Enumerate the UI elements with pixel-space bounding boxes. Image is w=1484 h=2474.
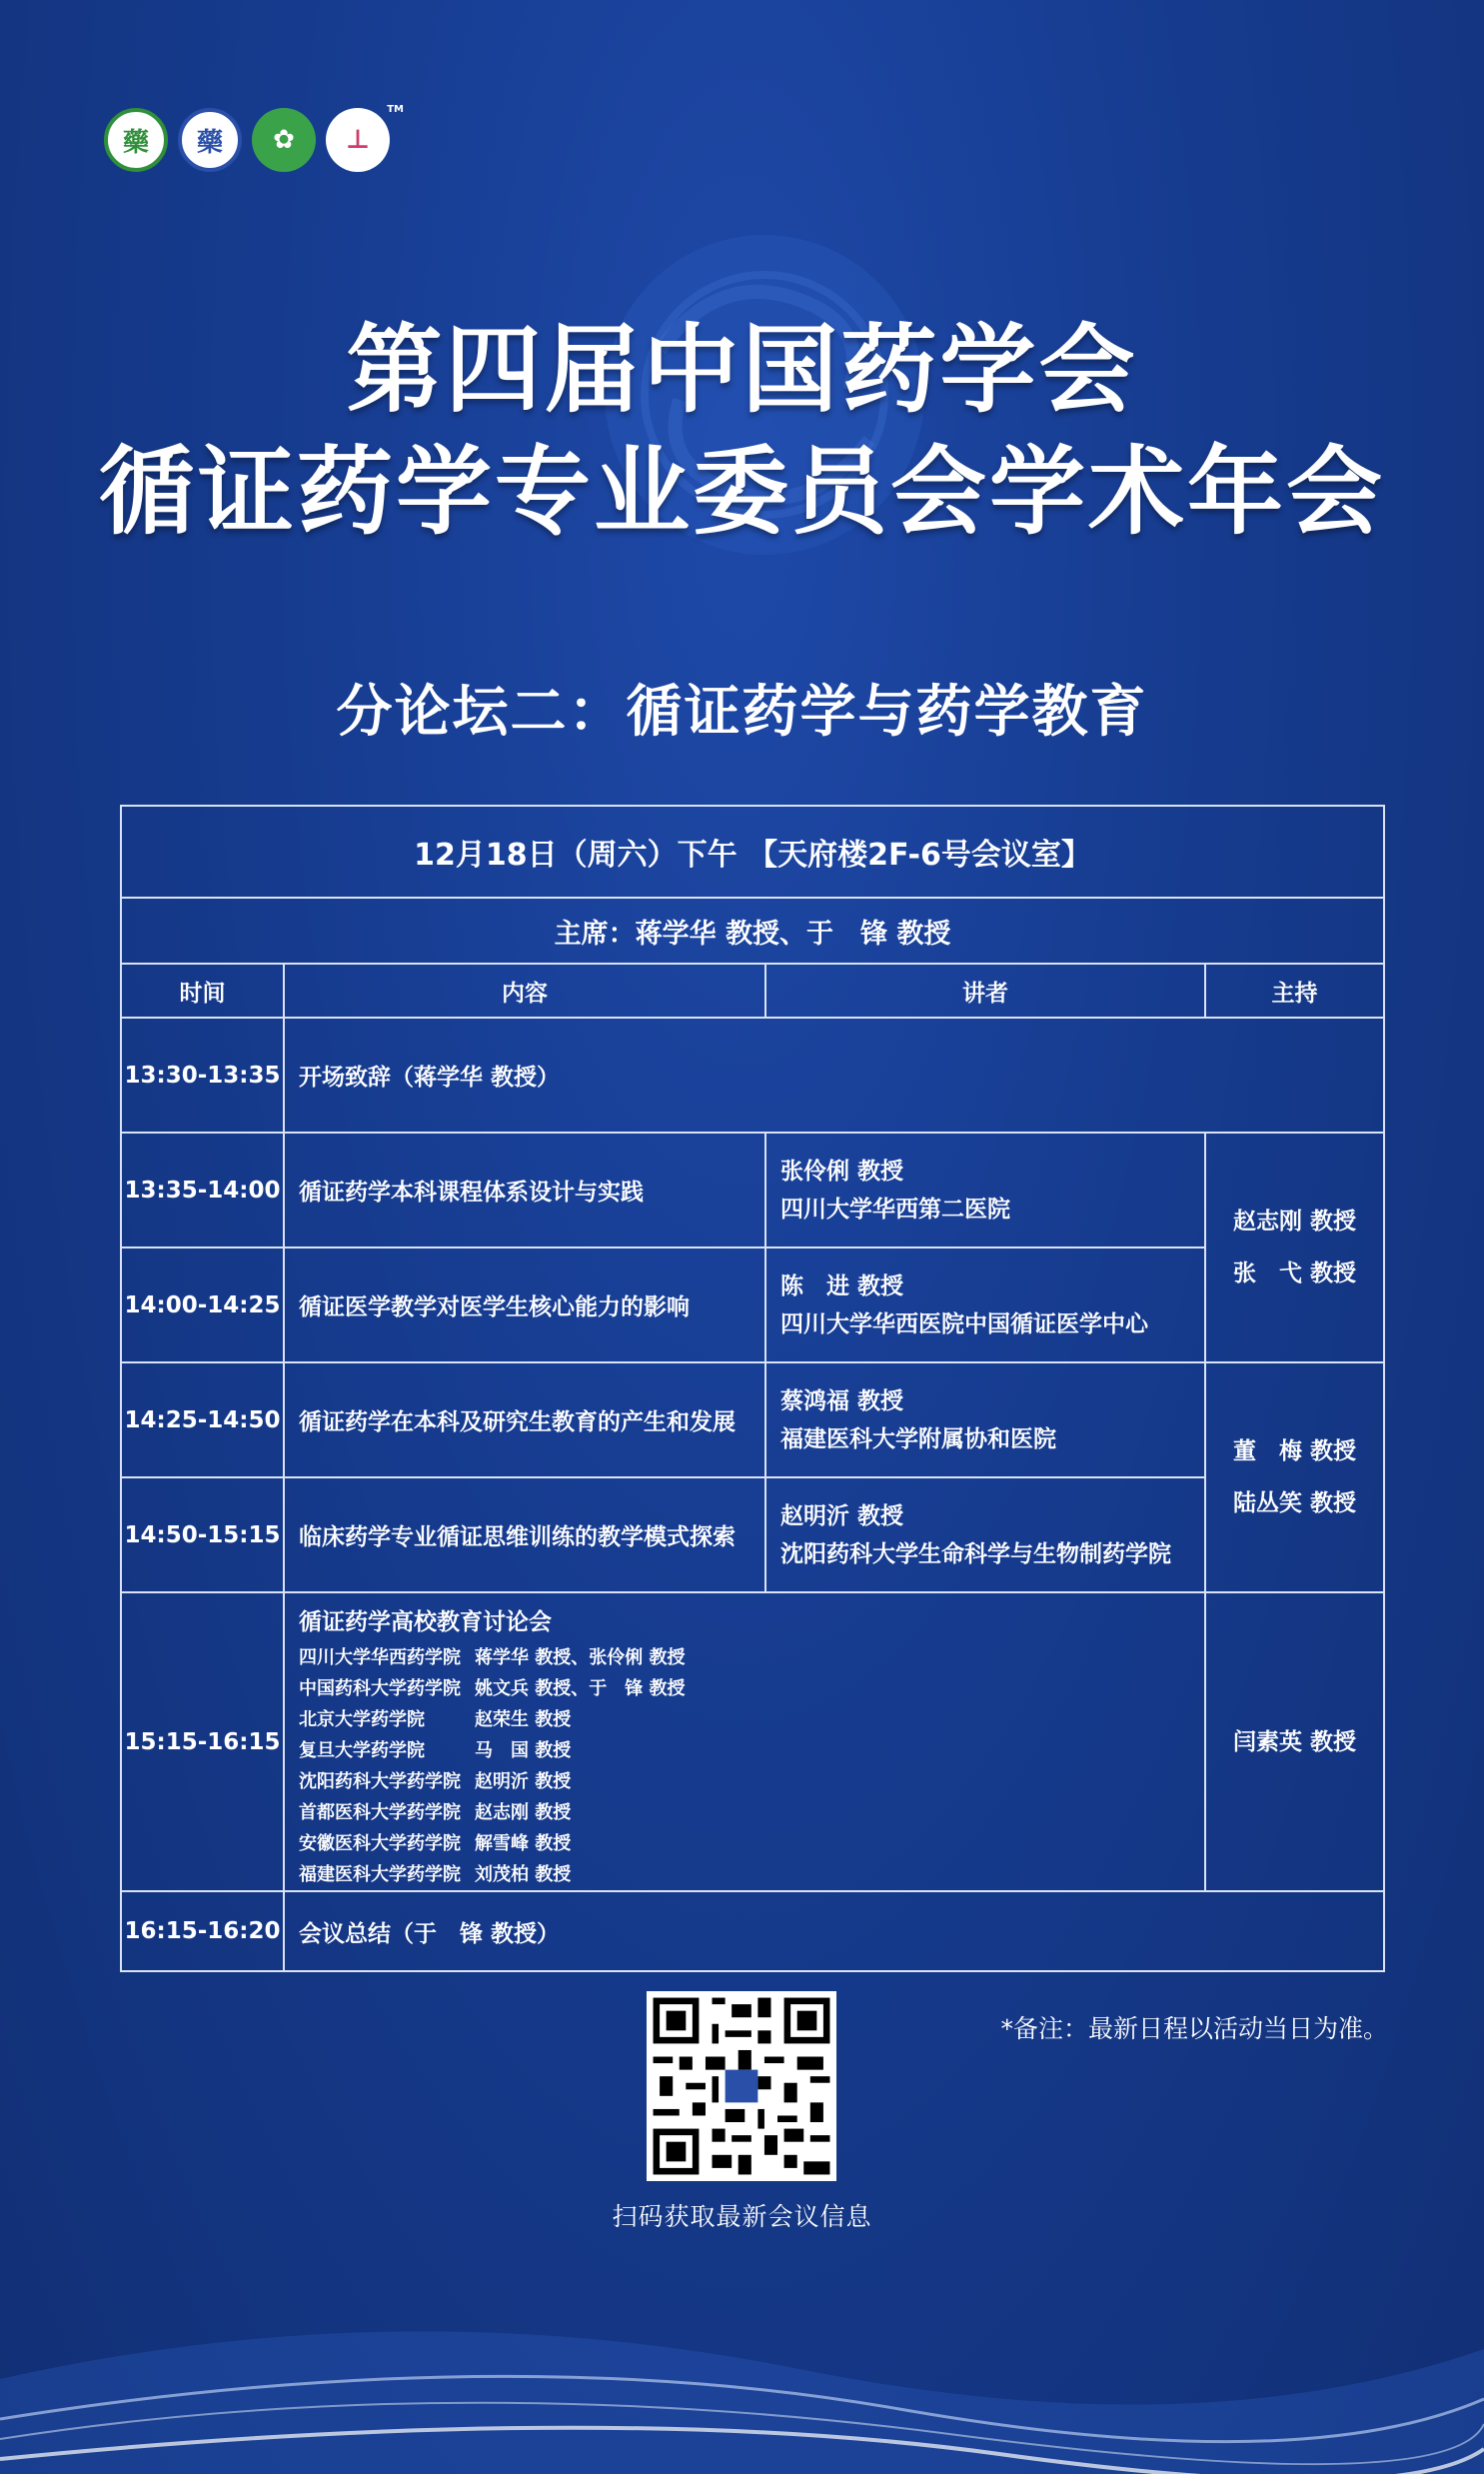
- participant-row: [299, 1704, 1190, 1735]
- ebp-committee-logo: ✿: [252, 108, 316, 172]
- discussion-host: 闫素英 教授: [1205, 1592, 1384, 1891]
- header-host: 主持: [1205, 964, 1384, 1018]
- cpa-logo: 藥: [104, 108, 168, 172]
- decorative-waves: [0, 2229, 1484, 2474]
- discussion-content: [284, 1592, 1205, 1891]
- row-content: 循证药学本科课程体系设计与实践: [284, 1133, 765, 1247]
- header-speaker: 讲者: [765, 964, 1205, 1018]
- participant-inst: 安徽医科大学药学院: [299, 1833, 461, 1854]
- chair-info: 主席：蒋学华 教授、于 锋 教授: [121, 898, 1384, 964]
- chair-row: [121, 898, 1384, 964]
- host-name: 董 梅 教授: [1233, 1438, 1357, 1464]
- participant-people: 赵明沂 教授: [475, 1771, 572, 1792]
- forum-subtitle: 分论坛二：循证药学与药学教育: [336, 680, 1148, 745]
- row-time: 14:50-15:15: [121, 1477, 284, 1592]
- row-speaker: [765, 1247, 1205, 1362]
- participant-inst: 沈阳药科大学药学院: [299, 1771, 461, 1792]
- participant-row: [299, 1797, 1190, 1828]
- participant-row: [299, 1766, 1190, 1797]
- speaker-name: 赵明沂 教授: [780, 1502, 904, 1529]
- table-row-closing: [121, 1891, 1384, 1971]
- host-name: 陆丛笑 教授: [1233, 1490, 1357, 1516]
- row-time: 13:35-14:00: [121, 1133, 284, 1247]
- speaker-affiliation: 四川大学华西第二医院: [780, 1196, 1010, 1223]
- participant-row: [299, 1735, 1190, 1766]
- host-name: 张 弋 教授: [1233, 1260, 1357, 1286]
- row-speaker: [765, 1362, 1205, 1477]
- row-content: 临床药学专业循证思维训练的教学模式探索: [284, 1477, 765, 1592]
- participant-row: [299, 1859, 1190, 1890]
- participant-people: 刘茂柏 教授: [475, 1864, 572, 1885]
- table-row: [121, 1247, 1384, 1362]
- participant-row: [299, 1828, 1190, 1859]
- participant-row: [299, 1673, 1190, 1704]
- speaker-name: 张伶俐 教授: [780, 1158, 904, 1185]
- participant-row: [299, 1642, 1190, 1673]
- qr-code[interactable]: [647, 1991, 836, 2181]
- table-row: [121, 1362, 1384, 1477]
- participant-inst: 福建医科大学药学院: [299, 1864, 461, 1885]
- participant-inst: 四川大学华西药学院: [299, 1647, 461, 1668]
- sichuan-pharma-logo: 藥: [178, 108, 242, 172]
- participant-inst: 首都医科大学药学院: [299, 1802, 461, 1823]
- row-content: 循证医学教学对医学生核心能力的影响: [284, 1247, 765, 1362]
- participant-inst: 中国药科大学药学院: [299, 1678, 461, 1699]
- title-line-1: 第四届中国药学会: [346, 314, 1138, 426]
- session2-hosts: [1205, 1362, 1384, 1592]
- speaker-name: 蔡鸿福 教授: [780, 1387, 904, 1414]
- qr-caption: 扫码获取最新会议信息: [612, 2202, 872, 2231]
- speaker-affiliation: 沈阳药科大学生命科学与生物制药学院: [780, 1540, 1171, 1567]
- row-content: 循证药学在本科及研究生教育的产生和发展: [284, 1362, 765, 1477]
- table-row: [121, 1477, 1384, 1592]
- table-header-row: [121, 964, 1384, 1018]
- row-time: 14:00-14:25: [121, 1247, 284, 1362]
- table-row-discussion: [121, 1592, 1384, 1891]
- participant-people: 蒋学华 教授、张伶俐 教授: [475, 1647, 686, 1668]
- participant-inst: 北京大学药学院: [299, 1709, 425, 1730]
- participant-people: 姚文兵 教授、于 锋 教授: [475, 1678, 686, 1699]
- schedule-table: [120, 805, 1385, 1972]
- row-time: 14:25-14:50: [121, 1362, 284, 1477]
- header-time: 时间: [121, 964, 284, 1018]
- row-time: 13:30-13:35: [121, 1018, 284, 1133]
- row-content: 会议总结（于 锋 教授）: [284, 1891, 1384, 1971]
- brand-logo: ⊥ TM: [326, 108, 390, 172]
- row-time: 16:15-16:20: [121, 1891, 284, 1971]
- schedule-note: *备注：最新日程以活动当日为准。: [1000, 2014, 1388, 2043]
- speaker-name: 陈 进 教授: [780, 1272, 904, 1299]
- date-location: 12月18日（周六）下午 【天府楼2F-6号会议室】: [121, 806, 1384, 898]
- speaker-affiliation: 福建医科大学附属协和医院: [780, 1425, 1056, 1452]
- participant-people: 赵志刚 教授: [475, 1802, 572, 1823]
- row-content: 开场致辞（蒋学华 教授）: [284, 1018, 1384, 1133]
- row-speaker: [765, 1477, 1205, 1592]
- participant-people: 马 国 教授: [475, 1740, 572, 1761]
- date-location-row: [121, 806, 1384, 898]
- session1-hosts: [1205, 1133, 1384, 1362]
- table-row-opening: [121, 1018, 1384, 1133]
- speaker-affiliation: 四川大学华西医院中国循证医学中心: [780, 1310, 1148, 1337]
- row-speaker: [765, 1133, 1205, 1247]
- host-name: 赵志刚 教授: [1233, 1209, 1357, 1235]
- title-line-2: 循证药学专业委员会学术年会: [99, 436, 1385, 548]
- discussion-title: 循证药学高校教育讨论会: [299, 1609, 552, 1635]
- participant-people: 解雪峰 教授: [475, 1833, 572, 1854]
- participant-people: 赵荣生 教授: [475, 1709, 572, 1730]
- header-content: 内容: [284, 964, 765, 1018]
- logo-row: [104, 104, 404, 172]
- participant-inst: 复旦大学药学院: [299, 1740, 425, 1761]
- row-time: 15:15-16:15: [121, 1592, 284, 1891]
- table-row: [121, 1133, 1384, 1247]
